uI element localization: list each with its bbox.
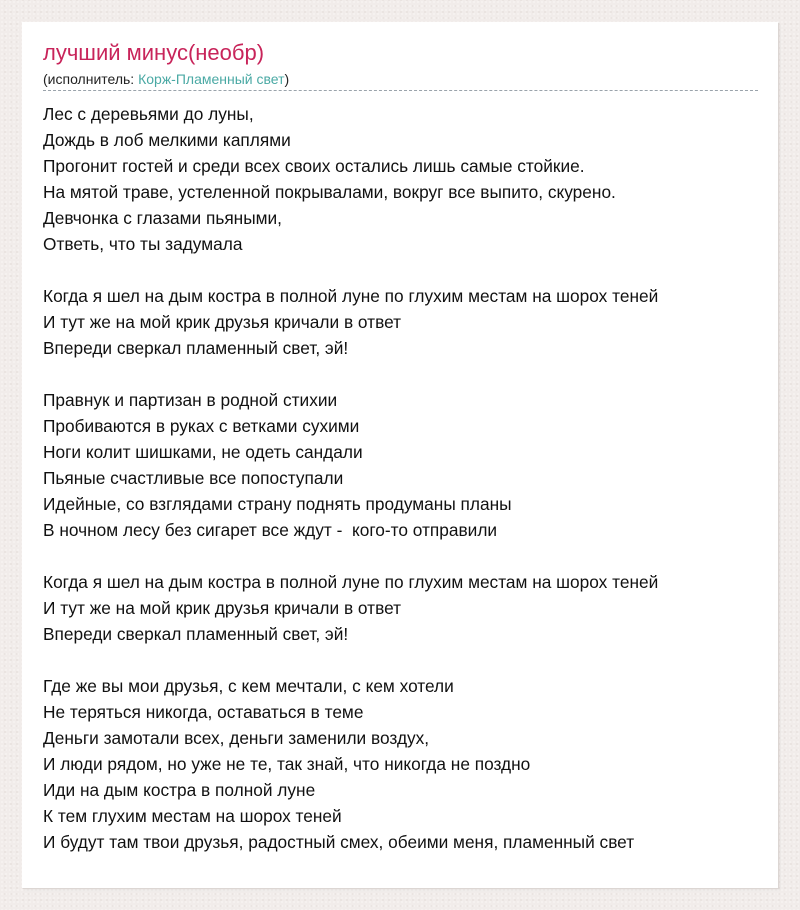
stanza-chorus — [43, 569, 758, 647]
lyrics-body — [43, 101, 758, 855]
lyric-line: Девчонка с глазами пьяными, — [43, 208, 282, 228]
lyric-line: На мятой траве, устеленной покрывалами, вокруг все выпито, скурено. — [43, 182, 616, 202]
artist-label-close: ) — [284, 71, 290, 87]
lyrics-card — [22, 22, 778, 888]
lyric-line: Идейные, со взглядами страну поднять продуманы планы — [43, 494, 512, 514]
lyric-line: Правнук и партизан в родной стихии — [43, 390, 338, 410]
stanza-chorus — [43, 283, 758, 361]
lyric-line: Когда я шел на дым костра в полной луне по глухим местам на шорох теней — [43, 572, 659, 592]
lyric-line: Деньги замотали всех, деньги заменили воздух, — [43, 728, 430, 748]
lyric-line: Ноги колит шишками, не одеть сандали — [43, 442, 363, 462]
lyric-line: Впереди сверкал пламенный свет, эй! — [43, 338, 349, 358]
lyric-line: Ответь, что ты задумала — [43, 234, 243, 254]
lyric-line: Иди на дым костра в полной луне — [43, 780, 316, 800]
lyric-line: Когда я шел на дым костра в полной луне по глухим местам на шорох теней — [43, 286, 659, 306]
lyric-line: К тем глухим местам на шорох теней — [43, 806, 342, 826]
artist-line — [43, 69, 758, 91]
song-title: лучший минус(необр) — [43, 40, 265, 65]
lyric-line: И будут там твои друзья, радостный смех, обеими меня, пламенный свет — [43, 832, 635, 852]
stanza — [43, 387, 758, 543]
lyric-line: Прогонит гостей и среди всех своих остались лишь самые стойкие. — [43, 156, 585, 176]
artist-link[interactable]: Корж-Пламенный свет — [138, 71, 285, 87]
stanza — [43, 673, 758, 855]
lyric-line: Дождь в лоб мелкими каплями — [43, 130, 291, 150]
lyric-line: И люди рядом, но уже не те, так знай, что никогда не поздно — [43, 754, 531, 774]
lyric-line: И тут же на мой крик друзья кричали в ответ — [43, 598, 402, 618]
lyric-line: Пробиваются в руках с ветками сухими — [43, 416, 360, 436]
lyric-line: Лес с деревьями до луны, — [43, 104, 254, 124]
lyric-line: Пьяные счастливые все попоступали — [43, 468, 344, 488]
lyric-line: Не теряться никогда, оставаться в теме — [43, 702, 364, 722]
stanza — [43, 101, 758, 257]
lyric-line: И тут же на мой крик друзья кричали в ответ — [43, 312, 402, 332]
lyric-line: Где же вы мои друзья, с кем мечтали, с кем хотели — [43, 676, 454, 696]
artist-label: (исполнитель: — [43, 71, 139, 87]
lyric-line: В ночном лесу без сигарет все ждут - кого-то отправили — [43, 520, 498, 540]
lyric-line: Впереди сверкал пламенный свет, эй! — [43, 624, 349, 644]
